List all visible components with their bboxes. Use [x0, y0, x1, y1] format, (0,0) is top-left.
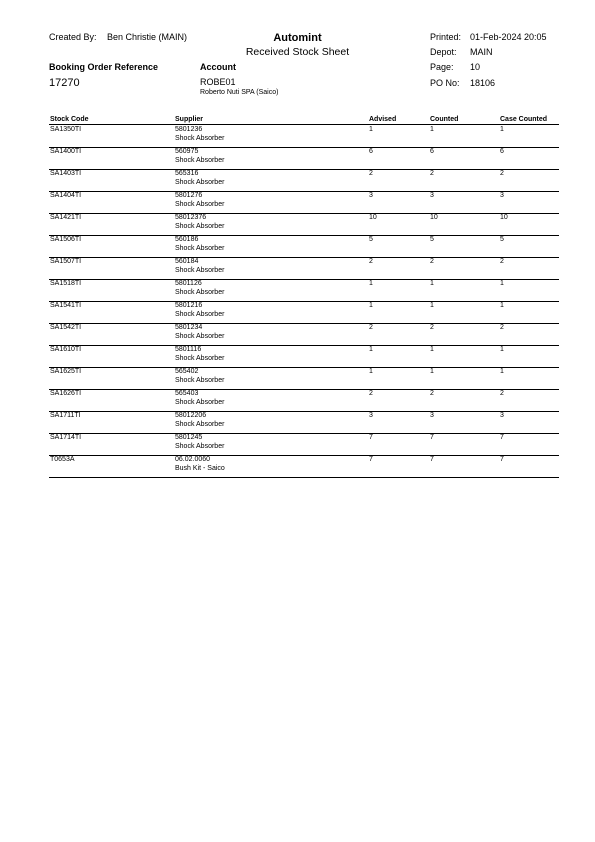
- supplier-cell: [175, 412, 224, 429]
- supplier-cell: [175, 258, 224, 275]
- supplier-code: 560975: [175, 148, 199, 155]
- account-name: Roberto Nuti SPA (Saico): [200, 89, 279, 96]
- advised-cell: 1: [369, 346, 373, 353]
- counted-cell: 1: [430, 126, 434, 133]
- case-counted-cell: 1: [500, 126, 504, 133]
- stock-code-cell: SA1711TI: [50, 412, 81, 419]
- stock-code-cell: SA1421TI: [50, 214, 82, 221]
- item-description: Shock Absorber: [175, 156, 225, 164]
- table-row: [49, 411, 559, 434]
- supplier-cell: [175, 368, 224, 385]
- page-value: 10: [470, 62, 481, 72]
- col-header-stock-code: Stock Code: [50, 116, 89, 123]
- item-description: Shock Absorber: [175, 442, 225, 450]
- case-counted-cell: 7: [500, 434, 504, 441]
- table-row: [49, 433, 559, 456]
- counted-cell: 2: [430, 324, 434, 331]
- advised-cell: 2: [369, 390, 373, 397]
- case-counted-cell: 3: [500, 412, 504, 419]
- supplier-code: 5801234: [175, 324, 203, 331]
- stock-code-cell: SA1400TI: [50, 148, 82, 155]
- case-counted-cell: 2: [500, 170, 504, 177]
- case-counted-cell: 1: [500, 280, 504, 287]
- supplier-code: 58012206: [175, 412, 207, 419]
- item-description: Shock Absorber: [175, 200, 225, 208]
- stock-code-cell: SA1506TI: [50, 236, 82, 243]
- printed-label: Printed:: [430, 32, 462, 42]
- col-header-case-counted: Case Counted: [500, 116, 548, 123]
- counted-cell: 5: [430, 236, 434, 243]
- case-counted-cell: 2: [500, 258, 504, 265]
- booking-ref-label: Booking Order Reference: [49, 62, 159, 72]
- item-description: Shock Absorber: [175, 332, 225, 340]
- case-counted-cell: 10: [500, 214, 508, 221]
- advised-cell: 1: [369, 280, 373, 287]
- created-by-value: Ben Christie (MAIN): [107, 32, 188, 42]
- counted-cell: 10: [430, 214, 438, 221]
- stock-code-cell: SA1404TI: [50, 192, 82, 199]
- table-row: [49, 169, 559, 192]
- table-row: [49, 125, 559, 148]
- advised-cell: 1: [369, 302, 373, 309]
- case-counted-cell: 2: [500, 324, 504, 331]
- supplier-cell: [175, 280, 224, 297]
- supplier-code: 5801126: [175, 280, 202, 287]
- advised-cell: 10: [369, 214, 377, 221]
- col-header-counted: Counted: [430, 116, 459, 123]
- table-row: [49, 389, 559, 412]
- po-label: PO No:: [430, 78, 460, 88]
- advised-cell: 2: [369, 324, 373, 331]
- counted-cell: 6: [430, 148, 434, 155]
- counted-cell: 2: [430, 170, 434, 177]
- supplier-code: 565316: [175, 170, 199, 177]
- advised-cell: 3: [369, 412, 373, 419]
- item-description: Shock Absorber: [175, 134, 225, 142]
- advised-cell: 5: [369, 236, 373, 243]
- supplier-cell: [175, 456, 225, 473]
- stock-code-cell: SA1714TI: [50, 434, 82, 441]
- counted-cell: 1: [430, 280, 434, 287]
- advised-cell: 3: [369, 192, 373, 199]
- table-row: [49, 213, 559, 236]
- table-row: [49, 279, 559, 302]
- supplier-cell: [175, 346, 224, 363]
- supplier-cell: [175, 390, 224, 407]
- advised-cell: 6: [369, 148, 373, 155]
- item-description: Shock Absorber: [175, 244, 225, 252]
- account-label: Account: [200, 62, 236, 72]
- item-description: Shock Absorber: [175, 420, 225, 428]
- stock-code-cell: SA1403TI: [50, 170, 82, 177]
- advised-cell: 7: [369, 456, 373, 463]
- advised-cell: 1: [369, 126, 373, 133]
- supplier-code: 560184: [175, 258, 199, 265]
- col-header-supplier: Supplier: [175, 116, 204, 123]
- item-description: Shock Absorber: [175, 354, 225, 362]
- table-row: [49, 257, 559, 280]
- created-by-label: Created By:: [49, 32, 97, 42]
- table-row: [49, 345, 559, 368]
- booking-ref-value: 17270: [49, 77, 80, 89]
- stock-code-cell: SA1626TI: [50, 390, 82, 397]
- counted-cell: 7: [430, 456, 434, 463]
- table-row: [49, 367, 559, 390]
- item-description: Shock Absorber: [175, 288, 225, 296]
- supplier-code: 5801245: [175, 434, 203, 441]
- depot-value: MAIN: [470, 47, 493, 57]
- counted-cell: 3: [430, 412, 434, 419]
- supplier-code: 5801216: [175, 302, 203, 309]
- supplier-cell: [175, 214, 224, 231]
- supplier-code: 565402: [175, 368, 199, 375]
- case-counted-cell: 1: [500, 346, 504, 353]
- supplier-cell: [175, 302, 224, 319]
- supplier-code: 5801236: [175, 126, 203, 133]
- supplier-cell: [175, 434, 224, 451]
- counted-cell: 2: [430, 390, 434, 397]
- supplier-cell: [175, 170, 224, 187]
- case-counted-cell: 5: [500, 236, 504, 243]
- advised-cell: 2: [369, 258, 373, 265]
- stock-code-cell: SA1507TI: [50, 258, 82, 265]
- supplier-code: 560186: [175, 236, 199, 243]
- table-row: [49, 323, 559, 346]
- case-counted-cell: 6: [500, 148, 504, 155]
- counted-cell: 2: [430, 258, 434, 265]
- item-description: Shock Absorber: [175, 178, 225, 186]
- supplier-code: 06.02.0060: [175, 456, 211, 463]
- table-row: [49, 235, 559, 258]
- item-description: Shock Absorber: [175, 266, 225, 274]
- supplier-code: 58012376: [175, 214, 207, 221]
- stock-code-cell: SA1518TI: [50, 280, 82, 287]
- page-label: Page:: [430, 62, 454, 72]
- company-name: Automint: [273, 32, 322, 44]
- supplier-cell: [175, 126, 224, 143]
- supplier-code: 565403: [175, 390, 199, 397]
- counted-cell: 1: [430, 368, 434, 375]
- col-header-advised: Advised: [369, 116, 397, 123]
- counted-cell: 3: [430, 192, 434, 199]
- item-description: Shock Absorber: [175, 376, 225, 384]
- table-row: [49, 301, 559, 324]
- stock-code-cell: SA1610TI: [50, 346, 82, 353]
- depot-label: Depot:: [430, 47, 457, 57]
- stock-code-cell: SA1350TI: [50, 126, 82, 133]
- table-row: [49, 455, 559, 478]
- table-row: [49, 191, 559, 214]
- advised-cell: 7: [369, 434, 373, 441]
- case-counted-cell: 3: [500, 192, 504, 199]
- stock-code-cell: SA1542TI: [50, 324, 82, 331]
- case-counted-cell: 1: [500, 368, 504, 375]
- account-code: ROBE01: [200, 77, 236, 87]
- supplier-cell: [175, 148, 224, 165]
- case-counted-cell: 7: [500, 456, 504, 463]
- item-description: Bush Kit - Saico: [175, 464, 225, 472]
- advised-cell: 2: [369, 170, 373, 177]
- supplier-code: 5801276: [175, 192, 203, 199]
- item-description: Shock Absorber: [175, 398, 225, 406]
- case-counted-cell: 2: [500, 390, 504, 397]
- table-row: [49, 147, 559, 170]
- advised-cell: 1: [369, 368, 373, 375]
- supplier-cell: [175, 192, 224, 209]
- supplier-cell: [175, 324, 224, 341]
- case-counted-cell: 1: [500, 302, 504, 309]
- po-value: 18106: [470, 78, 496, 88]
- stock-code-cell: SA1625TI: [50, 368, 82, 375]
- printed-value: 01-Feb-2024 20:05: [470, 32, 547, 42]
- stock-code-cell: T0653A: [50, 456, 75, 463]
- item-description: Shock Absorber: [175, 310, 225, 318]
- document-title: Received Stock Sheet: [245, 46, 350, 58]
- stock-code-cell: SA1541TI: [50, 302, 82, 309]
- item-description: Shock Absorber: [175, 222, 225, 230]
- counted-cell: 1: [430, 346, 434, 353]
- supplier-code: 5801116: [175, 346, 202, 353]
- supplier-cell: [175, 236, 224, 253]
- counted-cell: 7: [430, 434, 434, 441]
- counted-cell: 1: [430, 302, 434, 309]
